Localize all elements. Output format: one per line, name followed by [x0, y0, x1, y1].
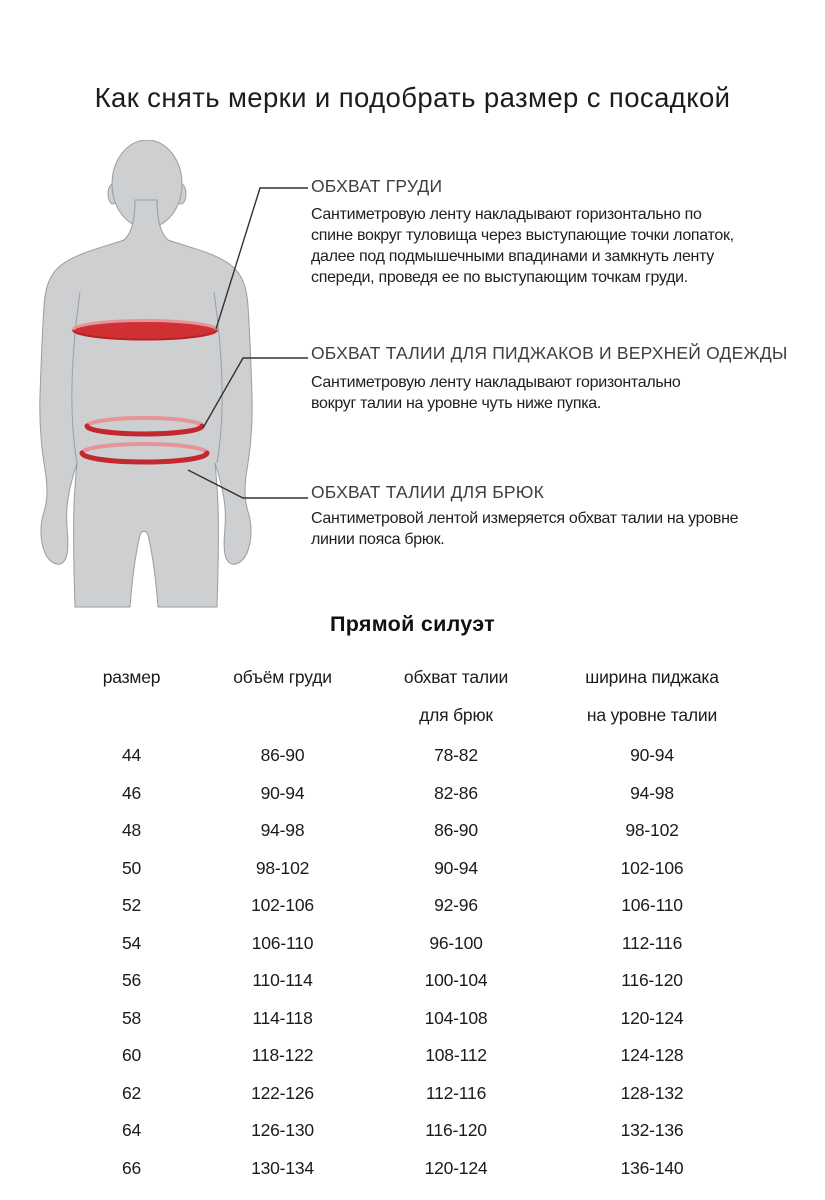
- size-cell: 78-82: [434, 745, 478, 765]
- description-line: далее под подмышечными впадинами и замкнуть ленту: [311, 248, 715, 265]
- measurement-waist-trousers: [311, 482, 738, 550]
- size-cell: 120-124: [424, 1157, 488, 1178]
- size-cell: 106-110: [621, 895, 683, 915]
- size-cell: 82-86: [434, 782, 478, 803]
- measurement-waist-jacket: [311, 343, 788, 414]
- size-cell: 96-100: [429, 932, 483, 953]
- size-cell: 46: [121, 782, 142, 803]
- size-cell: 90-94: [630, 745, 674, 765]
- description-line: спереди, проведя ее по выступающим точкам груди.: [311, 269, 688, 286]
- size-cell: 112-116: [621, 932, 683, 953]
- column-header-jacket-width-line2: на уровне талии: [586, 704, 718, 725]
- size-cell: 60: [121, 1045, 142, 1065]
- size-cell: 132-136: [620, 1120, 684, 1140]
- size-cell: 126-130: [251, 1120, 314, 1140]
- size-cell: 58: [121, 1007, 142, 1028]
- size-cell: 136-140: [620, 1157, 684, 1178]
- description-line: вокруг талии на уровне чуть ниже пупка.: [311, 395, 601, 412]
- size-cell: 100-104: [424, 970, 488, 990]
- page-title: Как снять мерки и подобрать размер с посадкой: [94, 82, 731, 113]
- column-header-waist-line2: для брюк: [419, 704, 493, 725]
- size-cell: 130-134: [251, 1157, 314, 1178]
- size-cell: 50: [121, 857, 142, 878]
- column-header-size-line2: [84, 697, 179, 735]
- size-cell: 110-114: [252, 970, 313, 990]
- size-cell: 102-106: [251, 895, 314, 915]
- size-cell: 106-110: [251, 932, 314, 953]
- column-header-chest: объём груди: [233, 667, 332, 687]
- size-cell: 108-112: [425, 1045, 487, 1065]
- size-cell: 112-116: [425, 1082, 487, 1103]
- measurement-title: ОБХВАТ ТАЛИИ ДЛЯ БРЮК: [311, 482, 545, 502]
- size-cell: 48: [121, 820, 142, 840]
- table-section-title: Прямой силуэт: [329, 612, 496, 636]
- size-cell: 94-98: [630, 782, 674, 803]
- size-cell: 90-94: [260, 782, 305, 803]
- measurement-title: ОБХВАТ ТАЛИИ ДЛЯ ПИДЖАКОВ И ВЕРХНЕЙ ОДЕЖДЫ: [311, 343, 788, 363]
- size-cell: 92-96: [434, 895, 478, 915]
- size-cell: 56: [121, 970, 142, 990]
- column-header-jacket-width: ширина пиджака: [585, 667, 719, 687]
- size-cell: 120-124: [620, 1007, 684, 1028]
- size-cell: 90-94: [434, 857, 478, 878]
- description-line: Сантиметровой лентой измеряется обхват талии на уровне: [311, 510, 739, 527]
- chest-band: [73, 321, 217, 340]
- size-table-rows: [84, 737, 778, 1187]
- size-cell: 86-90: [434, 820, 478, 840]
- measurement-description: [311, 508, 738, 550]
- size-cell: 52: [121, 895, 142, 915]
- size-cell: 86-90: [260, 745, 305, 765]
- description-line: линии пояса брюк.: [311, 531, 445, 548]
- column-header-waist: обхват талии: [403, 667, 509, 687]
- body-diagram: [36, 140, 316, 610]
- measurement-description: [311, 204, 734, 288]
- size-cell: 104-108: [424, 1007, 488, 1028]
- column-header-chest-line2: [179, 697, 386, 735]
- size-cell: 62: [121, 1082, 142, 1103]
- size-cell: 54: [121, 932, 142, 953]
- size-cell: 98-102: [255, 857, 310, 878]
- male-silhouette: [40, 140, 252, 607]
- size-cell: 116-120: [425, 1120, 487, 1140]
- size-cell: 124-128: [620, 1045, 684, 1065]
- size-cell: 98-102: [625, 820, 679, 840]
- size-cell: 94-98: [260, 820, 305, 840]
- size-cell: 102-106: [620, 857, 684, 878]
- description-line: Сантиметровую ленту накладывают горизонтально: [311, 374, 681, 391]
- size-cell: 66: [121, 1157, 142, 1178]
- measurement-title: ОБХВАТ ГРУДИ: [311, 176, 443, 196]
- description-line: спине вокруг туловища через выступающие точки лопаток,: [311, 227, 734, 244]
- size-table-header: [84, 659, 778, 734]
- size-cell: 114-118: [252, 1007, 313, 1028]
- measurement-description: [311, 372, 788, 414]
- measurement-chest: [311, 176, 734, 288]
- column-header-size: размер: [102, 667, 161, 687]
- size-cell: 128-132: [620, 1082, 684, 1103]
- size-cell: 118-122: [251, 1045, 314, 1065]
- size-cell: 122-126: [251, 1082, 314, 1103]
- size-cell: 64: [121, 1120, 142, 1140]
- size-cell: 116-120: [621, 970, 683, 990]
- size-cell: 44: [121, 745, 142, 765]
- description-line: Сантиметровую ленту накладывают горизонтально по: [311, 206, 702, 223]
